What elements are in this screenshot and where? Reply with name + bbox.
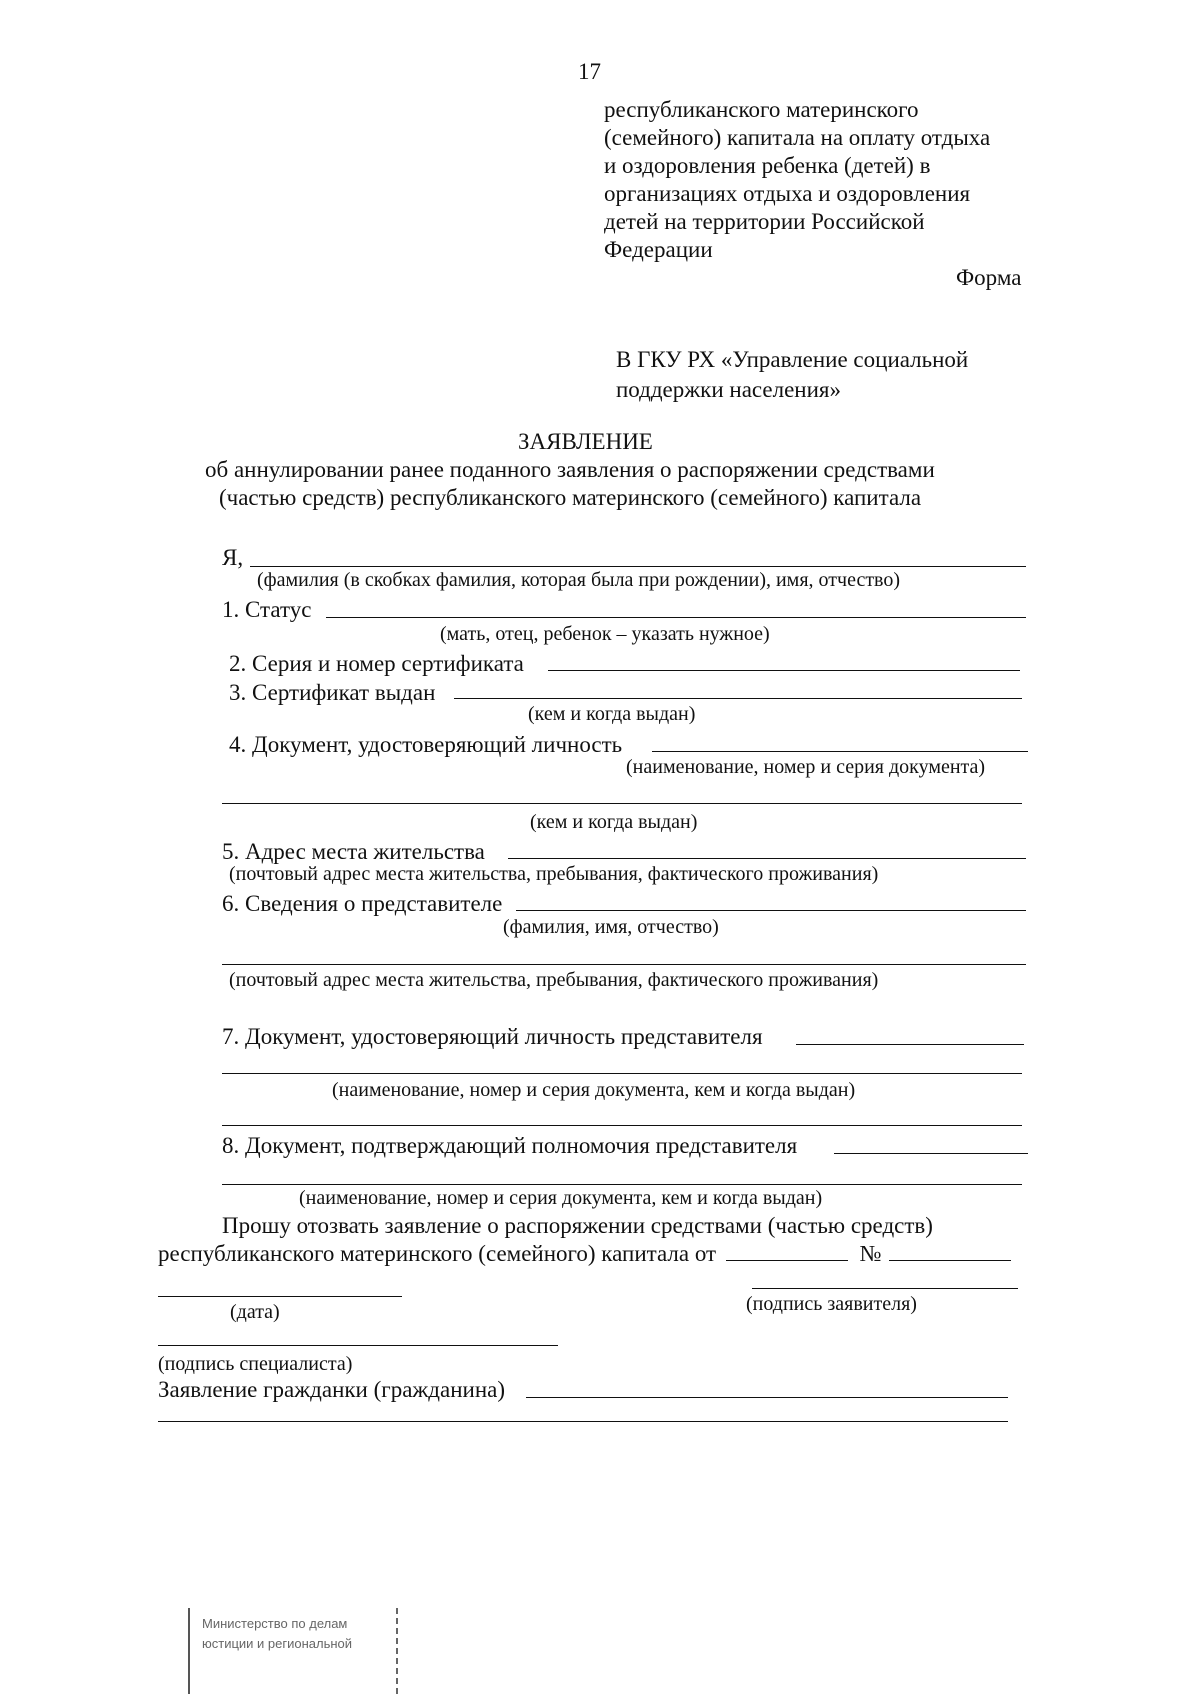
header-line: детей на территории Российской	[604, 209, 925, 234]
date-label: (дата)	[230, 1301, 280, 1323]
representative-address-hint: (почтовый адрес места жительства, пребывания, фактического проживания)	[229, 969, 879, 991]
applicant-signature-line[interactable]	[752, 1288, 1018, 1289]
ya-label: Я,	[222, 545, 244, 570]
header-line: республиканского материнского	[604, 97, 919, 122]
document-title: ЗАЯВЛЕНИЕ	[518, 429, 653, 454]
document-subtitle-line: об аннулировании ранее поданного заявления о распоряжении средствами	[205, 457, 935, 482]
specialist-signature-line[interactable]	[158, 1345, 558, 1346]
address-label: 5. Адрес места жительства	[222, 839, 485, 864]
stamp-line: юстиции и региональной	[202, 1636, 353, 1651]
cert-issued-label: 3. Сертификат выдан	[229, 680, 436, 705]
specialist-signature-label: (подпись специалиста)	[158, 1353, 353, 1375]
statement-number-blank[interactable]	[889, 1240, 1011, 1261]
request-line	[158, 1240, 1011, 1268]
applicant-signature-label: (подпись заявителя)	[746, 1293, 917, 1315]
id-doc-label: 4. Документ, удостоверяющий личность	[229, 732, 623, 757]
stamp-line: Министерство по делам	[202, 1616, 348, 1631]
address-line[interactable]	[508, 858, 1026, 859]
citizen-statement-line-2[interactable]	[158, 1421, 1008, 1422]
rep-id-doc-line-3[interactable]	[222, 1125, 1022, 1126]
cert-number-label: 2. Серия и номер сертификата	[229, 651, 524, 676]
citizen-statement-line[interactable]	[526, 1397, 1008, 1398]
fio-hint: (фамилия (в скобках фамилия, которая была при рождении), имя, отчество)	[257, 569, 901, 591]
status-line[interactable]	[326, 617, 1026, 618]
header-line: и оздоровления ребенка (детей) в	[604, 153, 931, 178]
id-doc-issued-line[interactable]	[222, 803, 1022, 804]
rep-authority-doc-hint: (наименование, номер и серия документа, кем и когда выдан)	[299, 1187, 823, 1209]
rep-authority-doc-label: 8. Документ, подтверждающий полномочия представителя	[222, 1133, 798, 1158]
statement-date-blank[interactable]	[726, 1240, 848, 1261]
header-line: организациях отдыха и оздоровления	[604, 181, 971, 206]
citizen-statement-label: Заявление гражданки (гражданина)	[158, 1377, 506, 1402]
page-number: 17	[578, 59, 601, 84]
rep-authority-doc-line-2[interactable]	[222, 1184, 1022, 1185]
header-line: Федерации	[604, 237, 713, 262]
id-doc-line[interactable]	[652, 751, 1028, 752]
rep-id-doc-hint: (наименование, номер и серия документа, кем и когда выдан)	[332, 1079, 856, 1101]
addressee-line: В ГКУ РХ «Управление социальной	[616, 347, 969, 372]
request-line-text: республиканского материнского (семейного) капитала от	[158, 1241, 717, 1266]
date-line[interactable]	[158, 1296, 402, 1297]
rep-id-doc-line-2[interactable]	[222, 1073, 1022, 1074]
rep-id-doc-label: 7. Документ, удостоверяющий личность представителя	[222, 1024, 763, 1049]
rep-id-doc-line[interactable]	[796, 1044, 1024, 1045]
request-line: Прошу отозвать заявление о распоряжении средствами (частью средств)	[222, 1213, 933, 1238]
id-doc-hint: (наименование, номер и серия документа)	[626, 756, 986, 778]
document-subtitle-line: (частью средств) республиканского материнского (семейного) капитала	[219, 485, 922, 510]
addressee-line: поддержки населения»	[616, 377, 841, 402]
fio-line[interactable]	[250, 566, 1026, 567]
representative-hint: (фамилия, имя, отчество)	[503, 916, 719, 938]
header-line: (семейного) капитала на оплату отдыха	[604, 125, 991, 150]
rep-authority-doc-line[interactable]	[834, 1153, 1028, 1154]
number-sign: №	[859, 1241, 882, 1266]
id-doc-issued-hint: (кем и когда выдан)	[530, 811, 698, 833]
status-label: 1. Статус	[222, 597, 312, 622]
cert-issued-line[interactable]	[454, 698, 1022, 699]
representative-address-line[interactable]	[222, 964, 1026, 965]
cert-issued-hint: (кем и когда выдан)	[528, 703, 696, 725]
registration-stamp	[188, 1608, 398, 1694]
representative-line[interactable]	[516, 910, 1026, 911]
address-hint: (почтовый адрес места жительства, пребывания, фактического проживания)	[229, 863, 879, 885]
representative-label: 6. Сведения о представителе	[222, 891, 503, 916]
form-label: Форма	[956, 265, 1022, 290]
cert-number-line[interactable]	[548, 670, 1020, 671]
status-hint: (мать, отец, ребенок – указать нужное)	[440, 623, 770, 645]
